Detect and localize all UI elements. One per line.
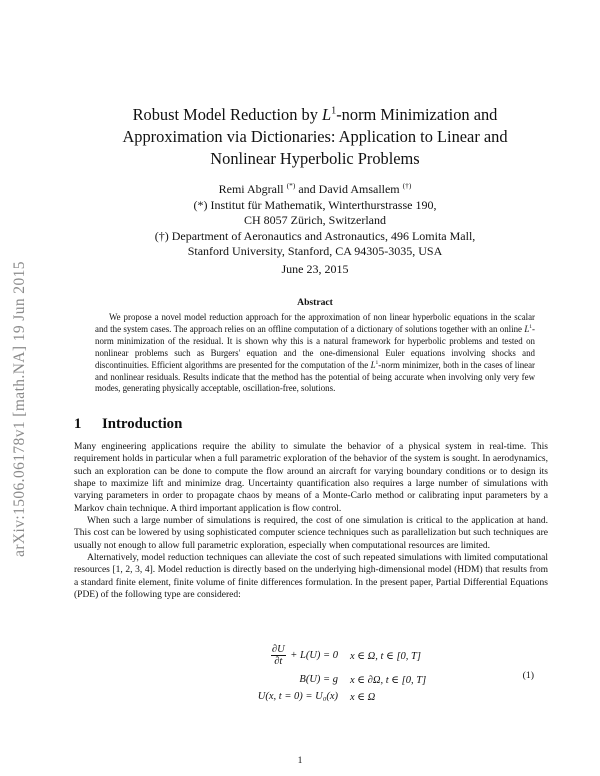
author-names: Remi Abgrall (*) and David Amsallem (†): [218, 181, 412, 196]
paper-title: [60, 104, 570, 170]
abstract-heading: Abstract: [297, 297, 333, 308]
arxiv-stamp: arXiv:1506.06178v1 [math.NA] 19 Jun 2015: [11, 261, 28, 557]
affiliation-1-line-1: (*) Institut für Mathematik, Winterthurstrasse 190,: [193, 197, 437, 212]
section-heading: [74, 416, 554, 433]
equation-row-3-condition: x ∈ Ω: [350, 692, 376, 703]
abstract-text: We propose a novel model reduction approach for the approximation of non linear hyperbolic equations in the scalar and the system cases. The approach relies on an offline computation of a dictionary of solutions together with an online $L^1$-norm minimization of the residual. It is shown why this is a natural framework for hyperbolic problems and tested on nonlinear problems such as Burgers' equation and the one-dimensional Euler equations involving shocks and discontinuities. Efficient algorithms are presented for the computation of the $L^1$-norm minimizer, both in the cases of linear and nonlinear residuals. Results indicate that the method has the potential of being accurate when involving only very few modes, generating physically acceptable, oscillation-free, solutions.: [95, 312, 536, 394]
page-number: 1: [297, 755, 303, 766]
title-line-3: Nonlinear Hyperbolic Problems: [210, 149, 420, 168]
paragraph-2: When such a large number of simulations is required, the cost of one simulation is critical to the application at hand. This cost can be lowered by using sophisticated computer science techniques such as parallelization but such techniques are usually not enough to allow full parametric exploration, especially when computational resources are limited.: [74, 516, 548, 551]
title-line-2: Approximation via Dictionaries: Application to Linear and: [122, 127, 508, 146]
equation-1: [200, 644, 560, 710]
equation-row-2: [200, 674, 520, 692]
equation-row-1: [200, 644, 520, 667]
paragraph-1: Many engineering applications require the ability to simulate the behavior of a physical system in real-time. This requirement holds in particular when a full parametric exploration of the behavior of the system is sought. In aerodynamics, such an exploration can be done to compute the flow around an aircraft for varying boundary conditions or to design its shape to maximize lift and minimize drag. Uncertainty quantification also requires a large number of simulations with varying parameters in order to propagate chaos by means of a Monte-Carlo method or calibrating input parameters by a Markov chain technique. A third important application is flow control.: [74, 442, 548, 514]
author-block: [60, 182, 570, 260]
equation-row-1-lhs: $\frac{\partial U}{\partial t}$ + L(U) = 0: [271, 644, 338, 667]
equation-number: (1): [522, 670, 534, 681]
paper-date: June 23, 2015: [281, 262, 349, 276]
affiliation-2-line-2: Stanford University, Stanford, CA 94305-3035, USA: [187, 244, 443, 259]
equation-row-3-lhs: U(x, t = 0) = U₀(x): [257, 691, 338, 702]
equation-row-1-condition: x ∈ Ω, t ∈ [0, T]: [350, 651, 421, 662]
title-line-1: Robust Model Reduction by $L^1$-norm Minimization and: [132, 105, 498, 124]
equation-row-2-lhs: B(U) = g: [299, 674, 338, 685]
time-derivative: $\frac{\partial U}{\partial t}$: [271, 644, 285, 667]
affiliation-1-line-2: CH 8057 Zürich, Switzerland: [244, 213, 386, 228]
affiliation-2-line-1: (†) Department of Aeronautics and Astronautics, 496 Lomita Mall,: [154, 228, 476, 243]
paragraph-3: Alternatively, model reduction techniques can alleviate the cost of such repeated simulations with limited computational resources [1, 2, 3, 4]. Model reduction is directly based on the underlying high-dimensional model (HDM) that results from a standard finite element, finite volume of finite differences formulation. In the present paper, Partial Differential Equations (PDE) of the following type are considered:: [74, 553, 548, 601]
equation-row-2-condition: x ∈ ∂Ω, t ∈ [0, T]: [350, 675, 427, 686]
section-number: 1: [74, 416, 82, 432]
introduction-body: [74, 441, 548, 601]
section-title: Introduction: [102, 416, 183, 432]
equation-row-3: [200, 691, 520, 709]
